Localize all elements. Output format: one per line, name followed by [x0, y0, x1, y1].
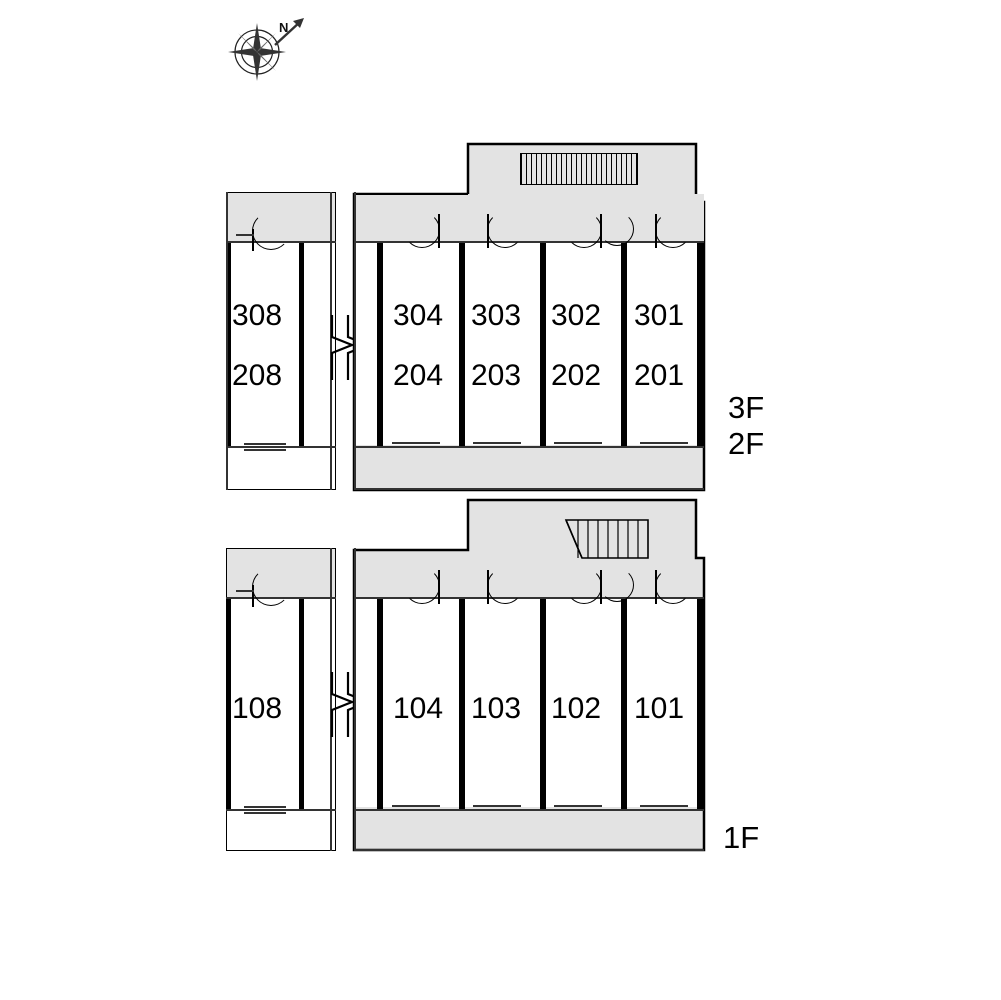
wall-vertical [226, 598, 231, 810]
door-arc [487, 212, 523, 248]
door-arc [252, 212, 290, 250]
room-label-108: 108 [232, 692, 283, 725]
room-label-304: 304 [393, 299, 444, 332]
room-label-104: 104 [393, 692, 444, 725]
room-label-208: 208 [232, 359, 283, 392]
wall-vertical [299, 598, 304, 810]
room-label-201: 201 [634, 359, 685, 392]
wall-vertical [377, 598, 383, 810]
window-band [392, 805, 440, 807]
door-arc [655, 568, 691, 604]
walkway-edge [354, 597, 704, 599]
room-label-102: 102 [551, 692, 602, 725]
door-leaf [487, 214, 489, 248]
window-band [392, 442, 440, 444]
window-band [354, 488, 704, 490]
room-label-301: 301 [634, 299, 685, 332]
wall-vertical [540, 242, 546, 447]
stair-icon [564, 518, 650, 566]
door-arc [252, 568, 290, 606]
door-arc [404, 212, 440, 248]
room-label-103: 103 [471, 692, 522, 725]
window-band [554, 805, 602, 807]
window-band [354, 446, 704, 448]
wall-vertical [697, 598, 703, 810]
window-band [226, 809, 336, 811]
window-band [640, 805, 688, 807]
room-label-302: 302 [551, 299, 602, 332]
upper-left-room-body [229, 243, 301, 445]
wall-vertical [459, 598, 465, 810]
door-leaf [438, 570, 440, 604]
door-arc [566, 212, 602, 248]
window-band [244, 812, 286, 814]
door-leaf [487, 570, 489, 604]
walkway-edge [354, 241, 704, 243]
upper-right-unit-bodies [356, 243, 700, 445]
window-band [244, 449, 286, 451]
floor-label-1f: 1F [723, 820, 760, 855]
wall-vertical [621, 598, 627, 810]
window-band [473, 442, 521, 444]
door-leaf [655, 570, 657, 604]
room-label-202: 202 [551, 359, 602, 392]
door-arc [600, 568, 634, 602]
svg-text:N: N [279, 20, 289, 35]
wall-vertical [377, 242, 383, 447]
floor-label-2f: 2F [728, 426, 765, 461]
room-label-204: 204 [393, 359, 444, 392]
window-band [244, 806, 286, 808]
window-band [354, 809, 704, 811]
outline-vertical [354, 548, 356, 851]
wall-vertical [459, 242, 465, 447]
wall-vertical [299, 242, 304, 447]
window-band [244, 443, 286, 445]
room-label-308: 308 [232, 299, 283, 332]
door-leaf [655, 214, 657, 248]
window-band [473, 805, 521, 807]
window-band [640, 442, 688, 444]
north-arrow-icon [205, 5, 335, 100]
door-arc [487, 568, 523, 604]
door-arc [600, 212, 634, 246]
window-band [354, 849, 704, 851]
door-arc [404, 568, 440, 604]
window-band [226, 446, 336, 448]
wall-vertical [540, 598, 546, 810]
door-leaf [252, 229, 254, 251]
door-arc [655, 212, 691, 248]
room-label-101: 101 [634, 692, 685, 725]
wall-vertical [621, 242, 627, 447]
door-leaf [438, 214, 440, 248]
wall-vertical [697, 242, 703, 447]
door-leaf [252, 585, 254, 607]
door-arc [566, 568, 602, 604]
floor-label-3f: 3F [728, 390, 765, 425]
room-label-303: 303 [471, 299, 522, 332]
entry-sill [236, 234, 254, 236]
stair-rail [520, 153, 638, 185]
entry-sill [236, 590, 254, 592]
room-label-203: 203 [471, 359, 522, 392]
window-band [554, 442, 602, 444]
